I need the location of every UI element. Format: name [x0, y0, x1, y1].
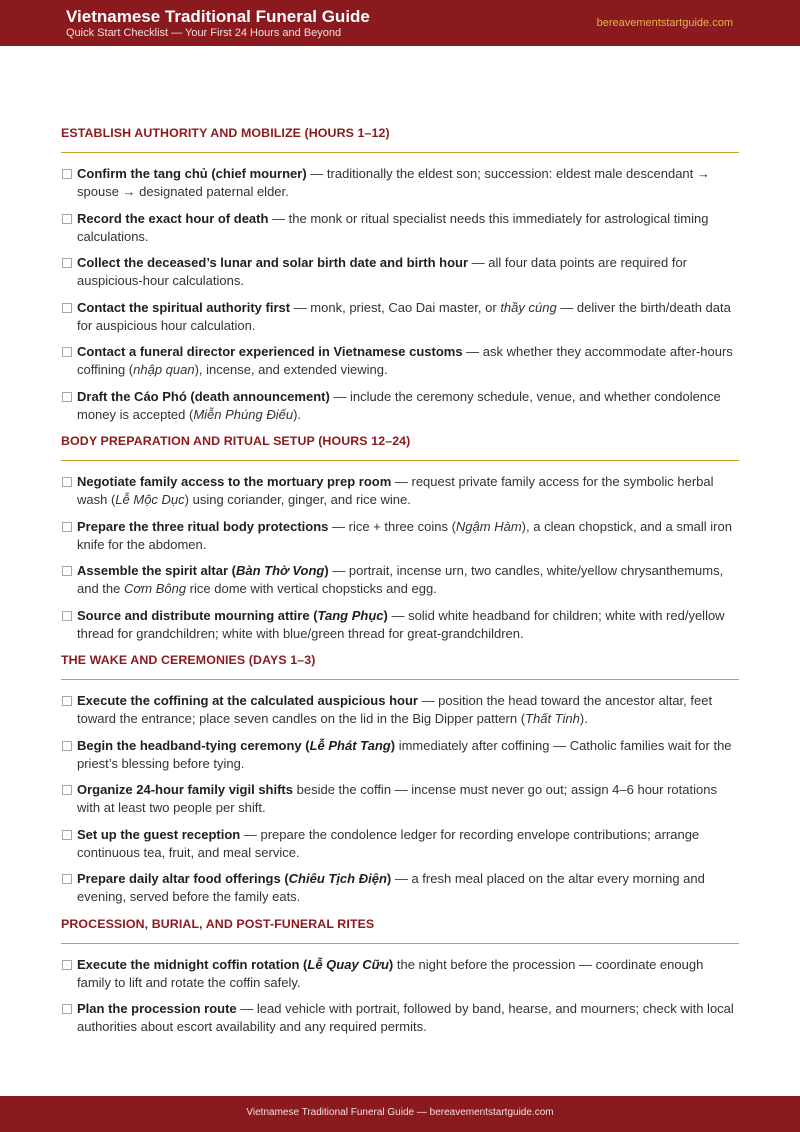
item-term: Thất Tinh: [525, 711, 580, 726]
checklist-item: [61, 870, 739, 906]
item-title: Begin the headband-tying ceremony (: [77, 737, 310, 753]
section-heading: ESTABLISH AUTHORITY AND MOBILIZE (HOURS 1–12): [61, 126, 390, 140]
item-title: Draft the Cáo Phó (death announcement): [77, 388, 330, 404]
item-description: — rice + three coins (: [328, 518, 456, 534]
checkbox[interactable]: [62, 522, 72, 532]
guide-title: Vietnamese Traditional Funeral Guide: [66, 7, 370, 26]
section-divider: [61, 152, 739, 153]
checklist-item: [61, 343, 739, 379]
item-description: — a fresh meal placed on the altar every morning and evening, served before the family eats.: [77, 871, 705, 904]
checkbox[interactable]: [62, 566, 72, 576]
section-divider: [61, 943, 739, 944]
item-title: Plan the procession route: [77, 1001, 237, 1016]
checklist-section: [61, 651, 739, 906]
item-description-end: ), incense, and extended viewing.: [194, 362, 388, 377]
item-title: Execute the midnight coffin rotation (: [77, 956, 308, 972]
item-title: Assemble the spirit altar (: [77, 563, 236, 578]
item-title-end: ): [383, 607, 388, 623]
checklist-item: [61, 737, 739, 773]
item-description: — lead vehicle with portrait, followed by band, hearse, and mourners; check with local authorities about escort availability and any required permits.: [77, 1001, 734, 1034]
item-title: Contact a funeral director experienced in Vietnamese customs: [77, 344, 463, 359]
checkbox[interactable]: [62, 874, 72, 884]
checklist-item: [61, 165, 739, 201]
checkbox[interactable]: [62, 169, 72, 179]
item-description: — prepare the condolence ledger for recording envelope contributions; arrange continuous tea, fruit, and meal service.: [77, 826, 700, 860]
item-title-term: Lễ Quay Cữu: [307, 956, 389, 972]
checkbox[interactable]: [62, 214, 72, 224]
checklist-item: [61, 210, 739, 246]
item-title: Organize 24-hour family vigil shifts: [77, 782, 293, 797]
item-title: Set up the guest reception: [77, 826, 241, 842]
guide-subtitle: Quick Start Checklist — Your First 24 Hours and Beyond: [66, 27, 342, 39]
item-title-end: ): [324, 563, 329, 578]
item-title-term: Chiêu Tịch Điện: [288, 871, 387, 886]
checklist-item: [61, 473, 739, 509]
checkbox[interactable]: [62, 785, 72, 795]
item-term: Miễn Phúng Điếu: [193, 406, 294, 422]
checkbox[interactable]: [62, 477, 72, 487]
item-description: immediately after coffining — Catholic families wait for the priest’s blessing before tying.: [77, 737, 732, 771]
checkbox[interactable]: [62, 830, 72, 840]
page-header: [0, 0, 800, 46]
item-title-end: ): [388, 956, 394, 972]
item-title-end: ): [386, 871, 392, 886]
item-term: thầy cúng: [500, 299, 557, 315]
checklist-section: [61, 432, 739, 643]
item-description: — request private family access for the symbolic herbal wash (: [77, 474, 714, 507]
checklist-item: [61, 781, 739, 817]
checklist-content: [61, 124, 739, 1045]
item-title-term: Tang Phục: [317, 607, 384, 623]
section-divider: [61, 679, 739, 680]
item-title: Contact the spiritual authority first: [77, 299, 291, 315]
item-description: — monk, priest, Cao Dai master, or: [290, 299, 501, 315]
item-description: — ask whether they accommodate after-hours coffining (: [77, 344, 733, 377]
item-description: — solid white headband for children; white with red/yellow thread for grandchildren; white with blue/green thread for great-grandchildren.: [77, 607, 725, 641]
checklist-item: [61, 826, 739, 862]
checklist-item: [61, 562, 739, 598]
item-title-term: Bàn Thờ Vong: [235, 563, 325, 578]
checkbox[interactable]: [62, 696, 72, 706]
checklist-item: [61, 956, 739, 992]
checklist-section: [61, 915, 739, 1037]
checklist-item: [61, 607, 739, 643]
item-description: — the monk or ritual specialist needs this immediately for astrological timing calculations.: [77, 210, 709, 244]
page-footer: [0, 1096, 800, 1132]
checkbox[interactable]: [62, 303, 72, 313]
item-title-end: ): [390, 737, 396, 753]
item-description: — include the ceremony schedule, venue, and whether condolence money is accepted (: [77, 388, 721, 422]
checklist-item: [61, 254, 739, 290]
item-title: Source and distribute mourning attire (: [77, 607, 318, 623]
item-title: Confirm the tang chủ (chief mourner): [77, 166, 307, 181]
item-description-end: — deliver the birth/death data for auspicious hour calculation.: [77, 299, 731, 333]
item-description-end: ), a clean chopstick, and a small iron knife for the abdomen.: [77, 518, 732, 552]
section-heading: PROCESSION, BURIAL, AND POST-FUNERAL RITES: [61, 916, 375, 931]
checklist-item: [61, 518, 739, 554]
section-heading: THE WAKE AND CEREMONIES (DAYS 1–3): [61, 653, 316, 667]
checklist-section: [61, 124, 739, 424]
item-description-end: rice dome with vertical chopsticks and egg.: [186, 581, 437, 596]
checklist-item: [61, 388, 739, 424]
checkbox[interactable]: [62, 611, 72, 621]
section-divider: [61, 460, 739, 461]
item-description: — traditionally the eldest son; succession: eldest male descendant → spouse → designated paternal elder.: [77, 166, 710, 199]
item-title: Prepare the three ritual body protections: [77, 518, 329, 534]
checkbox[interactable]: [62, 258, 72, 268]
item-description-end: ) using coriander, ginger, and rice wine.: [184, 492, 411, 507]
item-term: Cơm Bông: [124, 581, 187, 596]
checklist-item: [61, 299, 739, 335]
item-title-term: Lễ Phát Tang: [309, 737, 391, 753]
checkbox[interactable]: [62, 1004, 72, 1014]
site-link[interactable]: bereavementstartguide.com: [596, 17, 733, 29]
item-description: — position the head toward the ancestor altar, feet toward the entrance; place seven candles on the lid in the Big Dipper pattern (: [77, 693, 713, 726]
section-heading: BODY PREPARATION AND RITUAL SETUP (HOURS 12–24): [61, 434, 411, 448]
item-term: Ngậm Hàm: [455, 518, 522, 534]
item-description: — all four data points are required for auspicious-hour calculations.: [77, 255, 687, 288]
item-description-end: ).: [293, 406, 302, 422]
checkbox[interactable]: [62, 741, 72, 751]
item-title: Execute the coffining at the calculated auspicious hour: [77, 693, 418, 708]
item-description-end: ).: [579, 711, 588, 726]
footer-text: Vietnamese Traditional Funeral Guide — bereavementstartguide.com: [246, 1107, 554, 1118]
checklist-item: [61, 692, 739, 728]
item-description: the night before the procession — coordinate enough family to lift and rotate the coffin safely.: [77, 956, 704, 990]
item-term: nhập quan: [133, 362, 195, 377]
item-description: — portrait, incense urn, two candles, white/yellow chrysanthemums, and the: [77, 563, 724, 596]
checklist-item: [61, 1000, 739, 1036]
item-title: Collect the deceased’s lunar and solar birth date and birth hour: [77, 255, 469, 270]
checkbox[interactable]: [62, 960, 72, 970]
checkbox[interactable]: [62, 347, 72, 357]
checkbox[interactable]: [62, 392, 72, 402]
item-title: Prepare daily altar food offerings (: [77, 871, 289, 886]
item-title: Record the exact hour of death: [77, 210, 269, 226]
item-description: beside the coffin — incense must never go out; assign 4–6 hour rotations with at least two people per shift.: [77, 782, 717, 815]
item-title: Negotiate family access to the mortuary prep room: [77, 474, 392, 489]
item-term: Lễ Mộc Dục: [115, 492, 185, 507]
